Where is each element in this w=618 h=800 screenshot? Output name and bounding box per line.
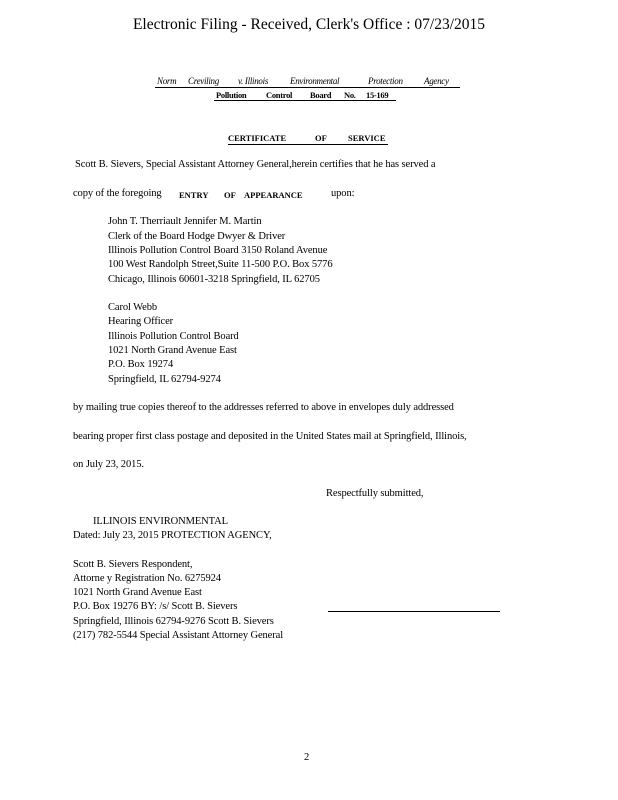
title-underline: [228, 144, 388, 145]
mailing-line: on July 23, 2015.: [73, 459, 144, 470]
caption-board: Board: [310, 90, 332, 100]
title-service: SERVICE: [348, 133, 386, 143]
address-line: John T. Therriault Jennifer M. Martin: [108, 216, 262, 227]
address-line: Clerk of the Board Hodge Dwyer & Driver: [108, 231, 286, 242]
signature-line: Springfield, Illinois 62794-9276 Scott B. Sievers: [73, 616, 274, 627]
caption-creviling: Creviling: [188, 76, 219, 86]
caption-no: No.: [344, 90, 356, 100]
mailing-line: by mailing true copies thereof to the addresses referred to above in envelopes duly addressed: [73, 402, 454, 413]
entry-word: ENTRY: [179, 190, 209, 200]
address-line: Illinois Pollution Control Board 3150 Roland Avenue: [108, 245, 328, 256]
body-line-2-text: copy of the foregoing: [73, 188, 162, 199]
address-line: Carol Webb: [108, 302, 157, 313]
caption-agency: Agency: [424, 76, 449, 86]
caption-v-illinois: v. Illinois: [238, 76, 269, 86]
caption-norm: Norm: [157, 76, 177, 86]
respectfully-submitted: Respectfully submitted,: [326, 488, 424, 499]
signature-line: 1021 North Grand Avenue East: [73, 587, 202, 598]
caption-pollution: Pollution: [216, 90, 247, 100]
caption-underline: [155, 87, 460, 88]
caption-underline-2: [214, 100, 396, 101]
address-line: Illinois Pollution Control Board: [108, 331, 239, 342]
mailing-line: bearing proper first class postage and deposited in the United States mail at Springfield, Illinois,: [73, 431, 467, 442]
of-word: OF: [224, 190, 236, 200]
agency-name-line-1: ILLINOIS ENVIRONMENTAL: [93, 516, 228, 527]
upon-word: upon:: [331, 188, 355, 199]
filing-header: Electronic Filing - Received, Clerk's Office : 07/23/2015: [132, 16, 486, 33]
caption-number: 15-169: [366, 90, 389, 100]
address-line: Springfield, IL 62794-9274: [108, 374, 221, 385]
title-of: OF: [315, 133, 327, 143]
dated-line: Dated: July 23, 2015 PROTECTION AGENCY,: [73, 530, 272, 541]
address-line: Chicago, Illinois 60601-3218 Springfield, IL 62705: [108, 274, 320, 285]
address-line: Hearing Officer: [108, 316, 174, 327]
caption-control: Control: [266, 90, 293, 100]
signature-rule: [328, 611, 500, 612]
address-line: 100 West Randolph Street,Suite 11-500 P.O. Box 5776: [108, 259, 333, 270]
signature-line: (217) 782-5544 Special Assistant Attorney General: [73, 630, 284, 641]
title-certificate: CERTIFICATE: [228, 133, 287, 143]
address-line: 1021 North Grand Avenue East: [108, 345, 237, 356]
signature-line: Attorne y Registration No. 6275924: [73, 573, 221, 584]
caption-protection: Protection: [368, 76, 403, 86]
appearance-word: APPEARANCE: [244, 190, 303, 200]
body-line-1: Scott B. Sievers, Special Assistant Attorney General,herein certifies that he has served a: [75, 159, 436, 170]
address-line: P.O. Box 19274: [108, 359, 174, 370]
caption-environmental: Environmental: [290, 76, 340, 86]
signature-line: Scott B. Sievers Respondent,: [73, 559, 193, 570]
signature-line: P.O. Box 19276 BY: /s/ Scott B. Sievers: [73, 601, 238, 612]
page-number: 2: [304, 752, 310, 763]
